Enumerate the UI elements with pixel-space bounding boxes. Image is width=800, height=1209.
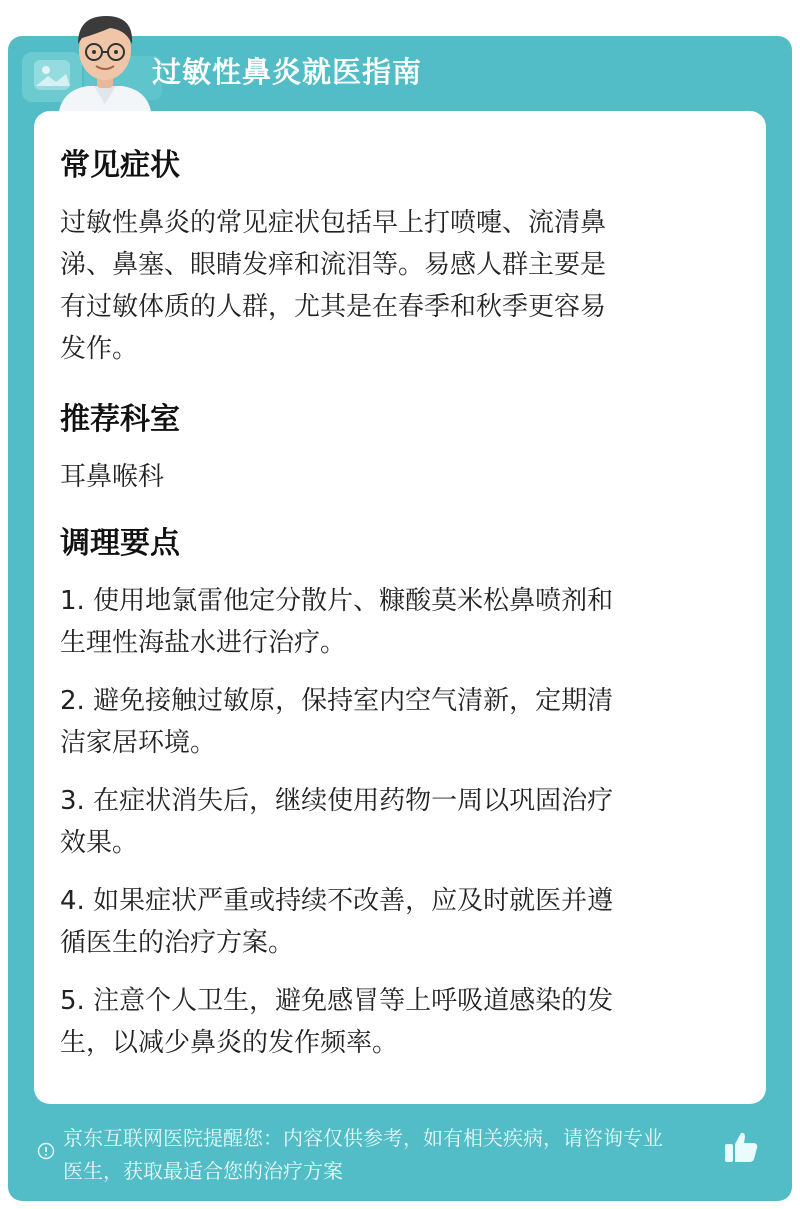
care-item-3: [60, 780, 725, 864]
symptoms-heading: 常见症状: [60, 148, 180, 183]
care-heading: 调理要点: [60, 526, 180, 561]
text-line: 生，以减少鼻炎的发作频率。: [60, 1028, 399, 1058]
care-item-2: [60, 680, 725, 764]
department-heading: 推荐科室: [60, 402, 180, 437]
thumbs-up-icon[interactable]: [723, 1130, 759, 1164]
text-line: 生理性海盐水进行治疗。: [60, 628, 347, 658]
page-title: 过敏性鼻炎就医指南: [152, 55, 423, 89]
text-line: 发作。: [60, 334, 139, 364]
text-line: 医生，获取最适合您的治疗方案: [63, 1159, 343, 1183]
care-item-1: [60, 580, 725, 664]
department-value: 耳鼻喉科: [60, 462, 165, 492]
text-line: 效果。: [60, 828, 139, 858]
text-line: 有过敏体质的人群，尤其是在春季和秋季更容易: [60, 292, 607, 322]
text-line: 1. 使用地氯雷他定分散片、糠酸莫米松鼻喷剂和: [60, 586, 614, 616]
disclaimer: [63, 1122, 728, 1188]
info-icon: [37, 1142, 55, 1160]
text-line: 5. 注意个人卫生，避免感冒等上呼吸道感染的发: [60, 986, 614, 1016]
text-line: 京东互联网医院提醒您：内容仅供参考，如有相关疾病，请咨询专业: [63, 1126, 663, 1150]
text-line: 洁家居环境。: [60, 728, 217, 758]
doctor-avatar: [50, 8, 160, 118]
symptoms-text: [60, 202, 725, 370]
text-line: 涕、鼻塞、眼睛发痒和流泪等。易感人群主要是: [60, 250, 607, 280]
care-item-5: [60, 980, 725, 1064]
text-line: 4. 如果症状严重或持续不改善，应及时就医并遵: [60, 886, 614, 916]
text-line: 2. 避免接触过敏原，保持室内空气清新，定期清: [60, 686, 614, 716]
text-line: 3. 在症状消失后，继续使用药物一周以巩固治疗: [60, 786, 614, 816]
text-line: 循医生的治疗方案。: [60, 928, 295, 958]
text-line: 过敏性鼻炎的常见症状包括早上打喷嚏、流清鼻: [60, 208, 607, 238]
care-item-4: [60, 880, 725, 964]
